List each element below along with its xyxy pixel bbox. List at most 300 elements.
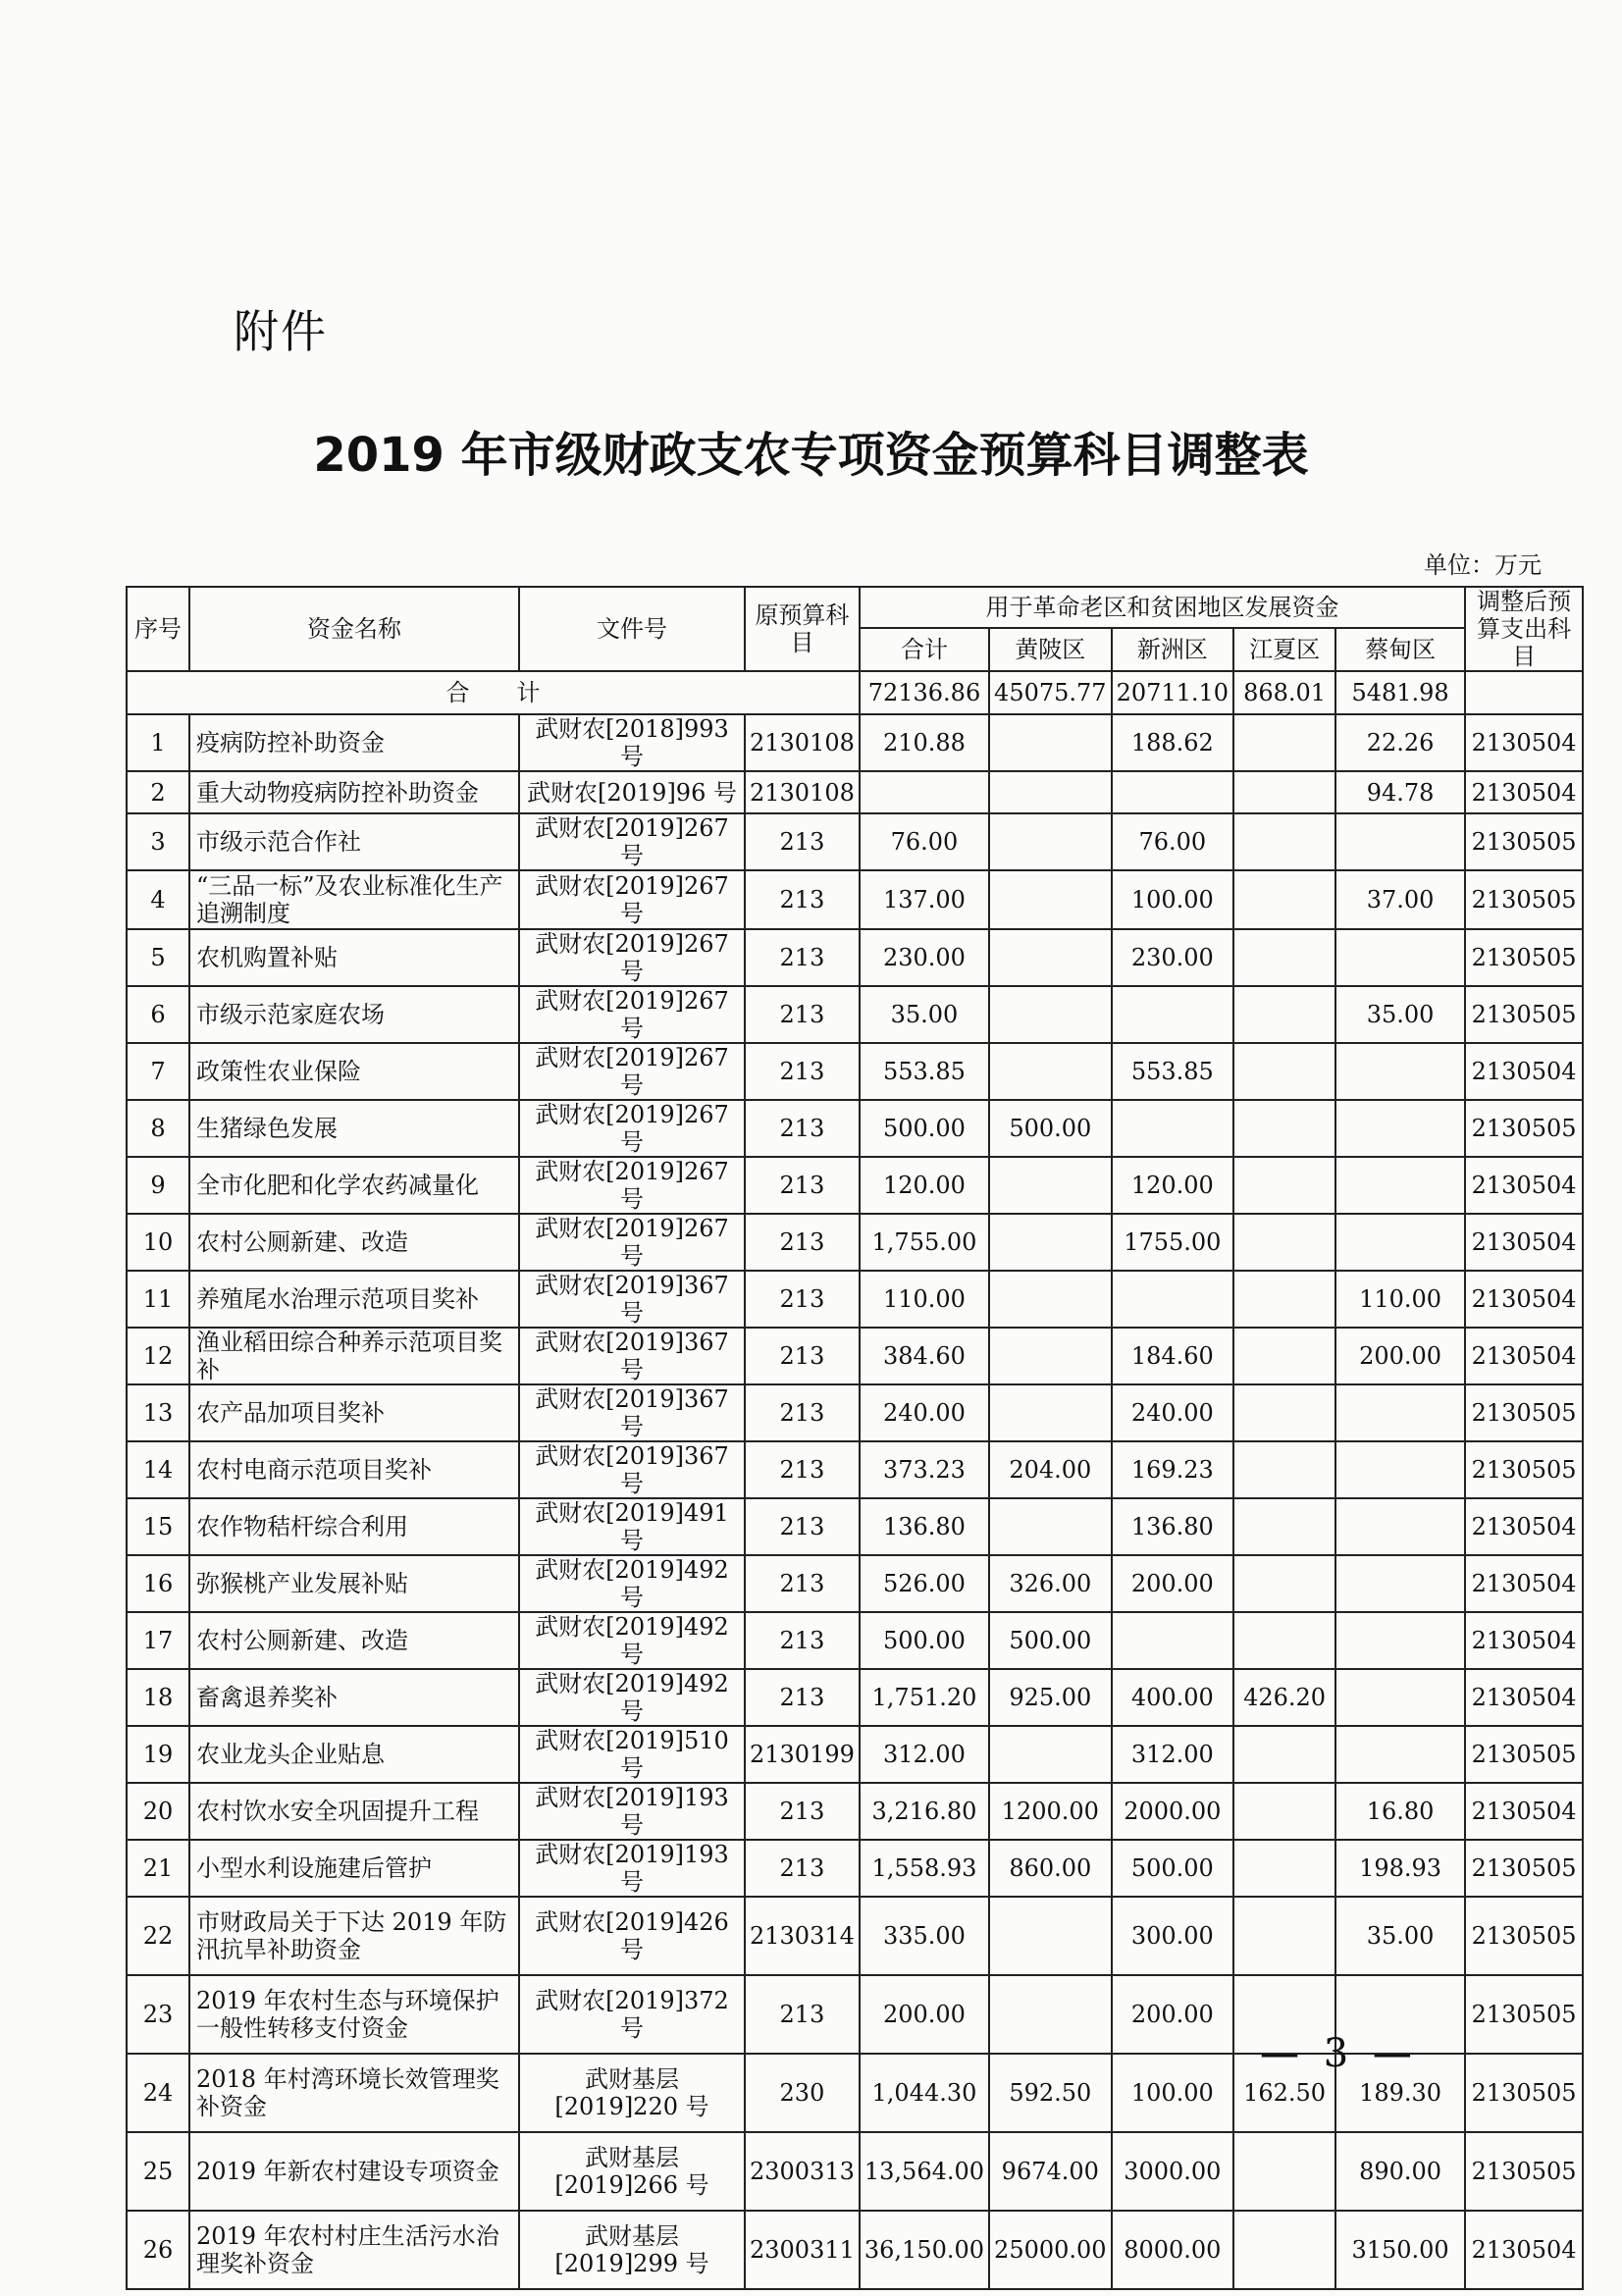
cell-orig: 2130199	[745, 1726, 860, 1783]
cell-orig: 213	[745, 1669, 860, 1726]
cell-adj: 2130505	[1465, 1975, 1583, 2054]
cell-name: 农业龙头企业贴息	[189, 1726, 519, 1783]
cell-xinzhou: 553.85	[1112, 1043, 1234, 1100]
cell-adj: 2130505	[1465, 1100, 1583, 1157]
cell-jiangxia	[1233, 1271, 1335, 1328]
cell-total: 200.00	[860, 1975, 989, 2054]
table-row	[127, 714, 1583, 771]
cell-huangpi	[989, 1897, 1112, 1975]
cell-orig: 213	[745, 1441, 860, 1498]
cell-name: 渔业稻田综合种养示范项目奖补	[189, 1328, 519, 1384]
cell-huangpi: 326.00	[989, 1555, 1112, 1612]
cell-seq: 8	[127, 1100, 189, 1157]
cell-orig: 213	[745, 1975, 860, 2054]
cell-huangpi	[989, 1271, 1112, 1328]
cell-jiangxia	[1233, 1555, 1335, 1612]
table-row	[127, 1271, 1583, 1328]
cell-jiangxia	[1233, 1328, 1335, 1384]
cell-huangpi	[989, 1043, 1112, 1100]
cell-doc: 武财基层[2019]266 号	[519, 2132, 745, 2211]
cell-name: 2018 年村湾环境长效管理奖补资金	[189, 2054, 519, 2132]
cell-total: 1,044.30	[860, 2054, 989, 2132]
cell-seq: 6	[127, 986, 189, 1043]
cell-total: 35.00	[860, 986, 989, 1043]
cell-caidian: 200.00	[1335, 1328, 1465, 1384]
cell-seq: 16	[127, 1555, 189, 1612]
cell-huangpi	[989, 1328, 1112, 1384]
cell-jiangxia	[1233, 1783, 1335, 1840]
cell-doc: 武财农[2019]193 号	[519, 1783, 745, 1840]
cell-doc: 武财农[2019]267 号	[519, 870, 745, 929]
cell-adj: 2130505	[1465, 929, 1583, 986]
cell-orig: 213	[745, 1555, 860, 1612]
cell-jiangxia	[1233, 1726, 1335, 1783]
cell-adj: 2130504	[1465, 771, 1583, 813]
cell-total: 76.00	[860, 813, 989, 870]
cell-seq: 3	[127, 813, 189, 870]
cell-doc: 武财农[2019]367 号	[519, 1328, 745, 1384]
cell-jiangxia	[1233, 929, 1335, 986]
cell-huangpi: 25000.00	[989, 2211, 1112, 2289]
cell-doc: 武财农[2019]367 号	[519, 1441, 745, 1498]
cell-huangpi	[989, 771, 1112, 813]
header-orig-subject: 原预算科目	[745, 587, 860, 671]
cell-huangpi: 592.50	[989, 2054, 1112, 2132]
cell-doc: 武财农[2019]267 号	[519, 813, 745, 870]
header-jiangxia: 江夏区	[1233, 628, 1335, 671]
cell-doc: 武财农[2019]367 号	[519, 1384, 745, 1441]
cell-caidian	[1335, 1612, 1465, 1669]
table-row	[127, 1840, 1583, 1897]
cell-orig: 2130314	[745, 1897, 860, 1975]
total-row-jiangxia: 868.01	[1233, 671, 1335, 714]
cell-doc: 武财农[2019]492 号	[519, 1669, 745, 1726]
cell-xinzhou: 2000.00	[1112, 1783, 1234, 1840]
cell-seq: 18	[127, 1669, 189, 1726]
cell-doc: 武财农[2019]367 号	[519, 1271, 745, 1328]
page-number: — 3 —	[1260, 2031, 1418, 2076]
cell-doc: 武财农[2019]267 号	[519, 929, 745, 986]
cell-jiangxia	[1233, 813, 1335, 870]
cell-caidian: 189.30	[1335, 2054, 1465, 2132]
cell-xinzhou: 184.60	[1112, 1328, 1234, 1384]
table-row	[127, 1157, 1583, 1214]
cell-huangpi	[989, 813, 1112, 870]
cell-doc: 武财农[2019]96 号	[519, 771, 745, 813]
cell-huangpi	[989, 1975, 1112, 2054]
cell-huangpi	[989, 714, 1112, 771]
cell-name: 农作物秸杆综合利用	[189, 1498, 519, 1555]
cell-xinzhou: 312.00	[1112, 1726, 1234, 1783]
header-doc-no: 文件号	[519, 587, 745, 671]
cell-doc: 武财农[2019]510 号	[519, 1726, 745, 1783]
cell-doc: 武财农[2019]193 号	[519, 1840, 745, 1897]
cell-huangpi: 204.00	[989, 1441, 1112, 1498]
table-row	[127, 1441, 1583, 1498]
cell-seq: 1	[127, 714, 189, 771]
cell-adj: 2130505	[1465, 2132, 1583, 2211]
cell-name: 农产品加项目奖补	[189, 1384, 519, 1441]
cell-doc: 武财农[2019]267 号	[519, 986, 745, 1043]
cell-total: 335.00	[860, 1897, 989, 1975]
cell-jiangxia	[1233, 1043, 1335, 1100]
cell-adj: 2130504	[1465, 1328, 1583, 1384]
table-row	[127, 1612, 1583, 1669]
cell-caidian	[1335, 1669, 1465, 1726]
cell-caidian	[1335, 1498, 1465, 1555]
unit-label: 单位：万元	[1424, 551, 1542, 579]
cell-adj: 2130504	[1465, 1157, 1583, 1214]
cell-name: 农村公厕新建、改造	[189, 1214, 519, 1271]
cell-jiangxia	[1233, 714, 1335, 771]
cell-seq: 22	[127, 1897, 189, 1975]
cell-seq: 7	[127, 1043, 189, 1100]
cell-doc: 武财农[2019]492 号	[519, 1555, 745, 1612]
cell-doc: 武财农[2018]993 号	[519, 714, 745, 771]
cell-huangpi	[989, 870, 1112, 929]
cell-adj: 2130504	[1465, 1214, 1583, 1271]
cell-xinzhou	[1112, 1100, 1234, 1157]
cell-xinzhou	[1112, 986, 1234, 1043]
table-row	[127, 1897, 1583, 1975]
cell-xinzhou: 230.00	[1112, 929, 1234, 986]
cell-name: 小型水利设施建后管护	[189, 1840, 519, 1897]
cell-huangpi	[989, 1157, 1112, 1214]
cell-orig: 213	[745, 1271, 860, 1328]
cell-seq: 20	[127, 1783, 189, 1840]
cell-adj: 2130505	[1465, 1441, 1583, 1498]
cell-jiangxia: 162.50	[1233, 2054, 1335, 2132]
total-row-label: 合 计	[127, 671, 860, 714]
cell-seq: 14	[127, 1441, 189, 1498]
cell-total: 312.00	[860, 1726, 989, 1783]
cell-caidian	[1335, 1384, 1465, 1441]
cell-doc: 武财农[2019]492 号	[519, 1612, 745, 1669]
cell-jiangxia	[1233, 771, 1335, 813]
cell-name: 畜禽退养奖补	[189, 1669, 519, 1726]
header-total: 合计	[860, 628, 989, 671]
cell-doc: 武财农[2019]426 号	[519, 1897, 745, 1975]
cell-name: 2019 年新农村建设专项资金	[189, 2132, 519, 2211]
table-row	[127, 1783, 1583, 1840]
cell-adj: 2130505	[1465, 1726, 1583, 1783]
cell-jiangxia	[1233, 1498, 1335, 1555]
table-row	[127, 1669, 1583, 1726]
header-xinzhou: 新洲区	[1112, 628, 1234, 671]
cell-total: 240.00	[860, 1384, 989, 1441]
header-seq: 序号	[127, 587, 189, 671]
cell-name: 弥猴桃产业发展补贴	[189, 1555, 519, 1612]
cell-orig: 2300311	[745, 2211, 860, 2289]
cell-seq: 10	[127, 1214, 189, 1271]
table-row	[127, 1043, 1583, 1100]
cell-caidian: 110.00	[1335, 1271, 1465, 1328]
cell-caidian	[1335, 929, 1465, 986]
cell-adj: 2130504	[1465, 1043, 1583, 1100]
cell-name: 疫病防控补助资金	[189, 714, 519, 771]
cell-name: 农村电商示范项目奖补	[189, 1441, 519, 1498]
cell-xinzhou: 8000.00	[1112, 2211, 1234, 2289]
cell-adj: 2130504	[1465, 2211, 1583, 2289]
cell-huangpi	[989, 1214, 1112, 1271]
cell-seq: 11	[127, 1271, 189, 1328]
cell-seq: 15	[127, 1498, 189, 1555]
cell-xinzhou	[1112, 1612, 1234, 1669]
cell-orig: 213	[745, 1043, 860, 1100]
total-row	[127, 671, 1583, 714]
cell-xinzhou: 120.00	[1112, 1157, 1234, 1214]
cell-name: 重大动物疫病防控补助资金	[189, 771, 519, 813]
cell-xinzhou: 200.00	[1112, 1975, 1234, 2054]
cell-xinzhou: 3000.00	[1112, 2132, 1234, 2211]
cell-orig: 213	[745, 1100, 860, 1157]
attachment-label: 附件	[234, 305, 328, 358]
cell-caidian	[1335, 1726, 1465, 1783]
cell-caidian: 35.00	[1335, 1897, 1465, 1975]
cell-caidian: 3150.00	[1335, 2211, 1465, 2289]
cell-huangpi	[989, 1726, 1112, 1783]
page-title: 2019 年市级财政支农专项资金预算科目调整表	[313, 428, 1309, 483]
cell-orig: 213	[745, 986, 860, 1043]
cell-total: 137.00	[860, 870, 989, 929]
table-row	[127, 1100, 1583, 1157]
cell-seq: 19	[127, 1726, 189, 1783]
cell-doc: 武财农[2019]372 号	[519, 1975, 745, 2054]
cell-caidian: 16.80	[1335, 1783, 1465, 1840]
cell-huangpi	[989, 1384, 1112, 1441]
cell-orig: 2300313	[745, 2132, 860, 2211]
cell-adj: 2130504	[1465, 1555, 1583, 1612]
cell-seq: 5	[127, 929, 189, 986]
cell-caidian	[1335, 1214, 1465, 1271]
cell-huangpi: 9674.00	[989, 2132, 1112, 2211]
cell-orig: 213	[745, 1328, 860, 1384]
cell-adj: 2130505	[1465, 2054, 1583, 2132]
cell-orig: 213	[745, 1783, 860, 1840]
cell-jiangxia	[1233, 1214, 1335, 1271]
cell-total: 230.00	[860, 929, 989, 986]
cell-xinzhou: 400.00	[1112, 1669, 1234, 1726]
cell-name: 2019 年农村村庄生活污水治理奖补资金	[189, 2211, 519, 2289]
cell-caidian	[1335, 1043, 1465, 1100]
cell-name: 政策性农业保险	[189, 1043, 519, 1100]
cell-total: 36,150.00	[860, 2211, 989, 2289]
cell-doc: 武财农[2019]267 号	[519, 1100, 745, 1157]
total-row-huangpi: 45075.77	[989, 671, 1112, 714]
cell-total: 110.00	[860, 1271, 989, 1328]
cell-seq: 24	[127, 2054, 189, 2132]
cell-total: 526.00	[860, 1555, 989, 1612]
cell-adj: 2130505	[1465, 1897, 1583, 1975]
cell-orig: 213	[745, 1214, 860, 1271]
cell-doc: 武财农[2019]491 号	[519, 1498, 745, 1555]
cell-orig: 213	[745, 1840, 860, 1897]
cell-huangpi: 500.00	[989, 1100, 1112, 1157]
cell-seq: 23	[127, 1975, 189, 2054]
cell-jiangxia	[1233, 1612, 1335, 1669]
cell-caidian: 198.93	[1335, 1840, 1465, 1897]
cell-seq: 13	[127, 1384, 189, 1441]
cell-seq: 2	[127, 771, 189, 813]
cell-total: 500.00	[860, 1100, 989, 1157]
cell-orig: 213	[745, 813, 860, 870]
cell-caidian: 35.00	[1335, 986, 1465, 1043]
cell-name: 市级示范家庭农场	[189, 986, 519, 1043]
cell-total: 13,564.00	[860, 2132, 989, 2211]
header-fund-name: 资金名称	[189, 587, 519, 671]
cell-total: 1,751.20	[860, 1669, 989, 1726]
cell-jiangxia	[1233, 1157, 1335, 1214]
cell-name: 2019 年农村生态与环境保护一般性转移支付资金	[189, 1975, 519, 2054]
cell-seq: 17	[127, 1612, 189, 1669]
cell-caidian: 37.00	[1335, 870, 1465, 929]
cell-caidian	[1335, 1100, 1465, 1157]
cell-xinzhou: 136.80	[1112, 1498, 1234, 1555]
cell-xinzhou: 1755.00	[1112, 1214, 1234, 1271]
total-row-caidian: 5481.98	[1335, 671, 1465, 714]
cell-adj: 2130504	[1465, 1783, 1583, 1840]
cell-xinzhou	[1112, 1271, 1234, 1328]
cell-orig: 213	[745, 1612, 860, 1669]
cell-seq: 25	[127, 2132, 189, 2211]
cell-adj: 2130505	[1465, 870, 1583, 929]
cell-jiangxia	[1233, 1897, 1335, 1975]
cell-caidian	[1335, 1441, 1465, 1498]
table-row	[127, 929, 1583, 986]
cell-xinzhou: 100.00	[1112, 870, 1234, 929]
header-adjusted-subject: 调整后预算支出科目	[1465, 587, 1583, 671]
cell-total: 120.00	[860, 1157, 989, 1214]
total-row-xinzhou: 20711.10	[1112, 671, 1234, 714]
cell-caidian	[1335, 1157, 1465, 1214]
cell-orig: 213	[745, 1157, 860, 1214]
cell-huangpi	[989, 929, 1112, 986]
cell-name: “三品一标”及农业标准化生产追溯制度	[189, 870, 519, 929]
cell-huangpi: 860.00	[989, 1840, 1112, 1897]
cell-adj: 2130504	[1465, 1669, 1583, 1726]
cell-name: 农村公厕新建、改造	[189, 1612, 519, 1669]
cell-doc: 武财基层[2019]220 号	[519, 2054, 745, 2132]
header-caidian: 蔡甸区	[1335, 628, 1465, 671]
cell-doc: 武财农[2019]267 号	[519, 1043, 745, 1100]
cell-orig: 213	[745, 870, 860, 929]
cell-total: 373.23	[860, 1441, 989, 1498]
cell-jiangxia	[1233, 1441, 1335, 1498]
cell-jiangxia	[1233, 1840, 1335, 1897]
cell-orig: 213	[745, 1498, 860, 1555]
cell-adj: 2130505	[1465, 986, 1583, 1043]
cell-jiangxia	[1233, 870, 1335, 929]
cell-jiangxia: 426.20	[1233, 1669, 1335, 1726]
cell-total: 210.88	[860, 714, 989, 771]
cell-jiangxia	[1233, 2211, 1335, 2289]
header-huangpi: 黄陂区	[989, 628, 1112, 671]
cell-jiangxia	[1233, 2132, 1335, 2211]
cell-huangpi: 1200.00	[989, 1783, 1112, 1840]
cell-name: 农机购置补贴	[189, 929, 519, 986]
cell-xinzhou: 300.00	[1112, 1897, 1234, 1975]
cell-name: 市财政局关于下达 2019 年防汛抗旱补助资金	[189, 1897, 519, 1975]
cell-name: 农村饮水安全巩固提升工程	[189, 1783, 519, 1840]
cell-huangpi	[989, 1498, 1112, 1555]
cell-xinzhou: 76.00	[1112, 813, 1234, 870]
cell-orig: 230	[745, 2054, 860, 2132]
table-row	[127, 813, 1583, 870]
cell-adj: 2130504	[1465, 714, 1583, 771]
table-row	[127, 1214, 1583, 1271]
cell-seq: 26	[127, 2211, 189, 2289]
cell-doc: 武财农[2019]267 号	[519, 1214, 745, 1271]
cell-seq: 9	[127, 1157, 189, 1214]
cell-name: 市级示范合作社	[189, 813, 519, 870]
table-row	[127, 771, 1583, 813]
total-row-adj	[1465, 671, 1583, 714]
cell-jiangxia	[1233, 1100, 1335, 1157]
cell-caidian	[1335, 1555, 1465, 1612]
cell-huangpi: 500.00	[989, 1612, 1112, 1669]
cell-total	[860, 771, 989, 813]
cell-xinzhou: 169.23	[1112, 1441, 1234, 1498]
cell-total: 3,216.80	[860, 1783, 989, 1840]
table-row	[127, 1498, 1583, 1555]
table-row	[127, 1328, 1583, 1384]
cell-caidian: 22.26	[1335, 714, 1465, 771]
table-row	[127, 986, 1583, 1043]
cell-xinzhou: 188.62	[1112, 714, 1234, 771]
cell-adj: 2130505	[1465, 1840, 1583, 1897]
cell-total: 136.80	[860, 1498, 989, 1555]
cell-jiangxia	[1233, 986, 1335, 1043]
cell-orig: 213	[745, 1384, 860, 1441]
table-row	[127, 1555, 1583, 1612]
header-group: 用于革命老区和贫困地区发展资金	[860, 587, 1465, 628]
cell-doc: 武财农[2019]267 号	[519, 1157, 745, 1214]
cell-orig: 2130108	[745, 714, 860, 771]
table-row	[127, 1384, 1583, 1441]
cell-jiangxia	[1233, 1384, 1335, 1441]
cell-total: 1,755.00	[860, 1214, 989, 1271]
cell-doc: 武财基层[2019]299 号	[519, 2211, 745, 2289]
cell-huangpi: 925.00	[989, 1669, 1112, 1726]
cell-caidian: 94.78	[1335, 771, 1465, 813]
table-row	[127, 1726, 1583, 1783]
cell-xinzhou: 240.00	[1112, 1384, 1234, 1441]
cell-adj: 2130505	[1465, 1384, 1583, 1441]
cell-total: 1,558.93	[860, 1840, 989, 1897]
cell-adj: 2130504	[1465, 1612, 1583, 1669]
cell-adj: 2130504	[1465, 1271, 1583, 1328]
cell-xinzhou	[1112, 771, 1234, 813]
cell-xinzhou: 200.00	[1112, 1555, 1234, 1612]
cell-name: 养殖尾水治理示范项目奖补	[189, 1271, 519, 1328]
cell-huangpi	[989, 986, 1112, 1043]
cell-total: 500.00	[860, 1612, 989, 1669]
table-row	[127, 2211, 1583, 2289]
cell-orig: 2130108	[745, 771, 860, 813]
cell-total: 384.60	[860, 1328, 989, 1384]
cell-xinzhou: 500.00	[1112, 1840, 1234, 1897]
cell-adj: 2130505	[1465, 813, 1583, 870]
table-row	[127, 2132, 1583, 2211]
cell-xinzhou: 100.00	[1112, 2054, 1234, 2132]
cell-name: 生猪绿色发展	[189, 1100, 519, 1157]
cell-seq: 12	[127, 1328, 189, 1384]
total-row-total: 72136.86	[860, 671, 989, 714]
table-row	[127, 870, 1583, 929]
cell-caidian	[1335, 813, 1465, 870]
cell-caidian: 890.00	[1335, 2132, 1465, 2211]
cell-name: 全市化肥和化学农药减量化	[189, 1157, 519, 1214]
